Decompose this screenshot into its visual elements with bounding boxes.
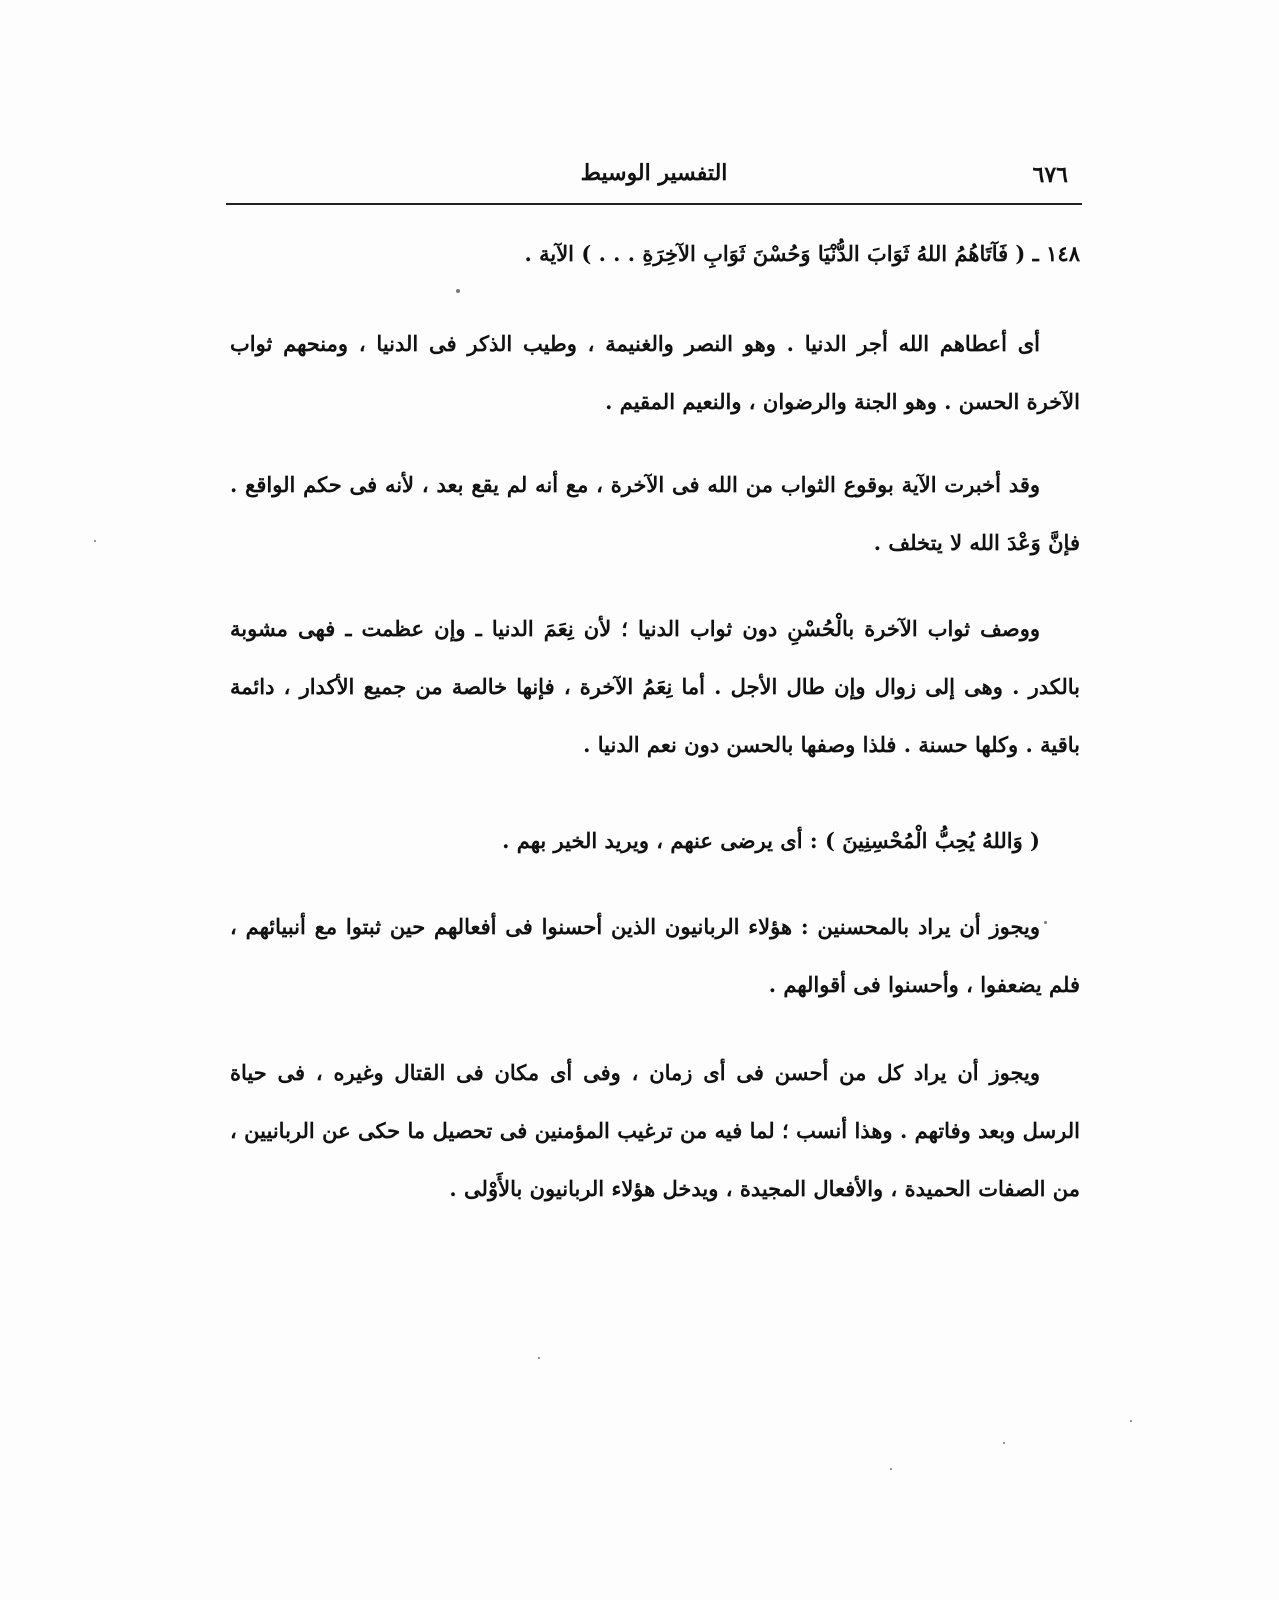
scan-speck bbox=[94, 540, 96, 542]
paragraph: وقد أخبرت الآية بوقوع الثواب من الله فى الآخرة ، مع أنه لم يقع بعد ، لأنه فى حكم الواقع . فإنَّ وَعْدَ الله لا يتخلف . bbox=[230, 472, 1080, 555]
page-number: ٦٧٦ bbox=[1032, 162, 1068, 188]
scan-speck bbox=[538, 1357, 540, 1359]
paragraph: ويجوز أن يراد كل من أحسن فى أى زمان ، وفى أى مكان فى القتال وغيره ، فى حياة الرسل وبعد وفاتهم . وهذا أنسب ؛ لما فيه من ترغيب المؤمنين فى تحصيل ما حكى عن الربانيين ، من الصفات الحميدة ، والأفعال المجيدة ، ويدخل هؤلاء الربانيون بالأَوْلى . bbox=[230, 1060, 1080, 1201]
header-rule bbox=[226, 203, 1082, 205]
scan-speck bbox=[1130, 1420, 1132, 1422]
paragraph-block bbox=[230, 315, 1080, 431]
paragraph: ويجوز أن يراد بالمحسنين : هؤلاء الربانيون الذين أحسنوا فى أفعالهم حين ثبتوا مع أنبيائهم ، فلم يضعفوا ، وأحسنوا فى أقوالهم . bbox=[230, 914, 1080, 997]
verse-heading bbox=[230, 225, 1080, 283]
paragraph-block bbox=[230, 898, 1080, 1014]
paragraph-block bbox=[230, 456, 1080, 572]
scan-speck bbox=[890, 1468, 892, 1470]
scan-speck bbox=[1044, 921, 1047, 924]
scan-speck bbox=[1003, 1442, 1005, 1444]
paragraph: ١٤٨ ـ ( فَآتَاهُمُ اللهُ ثَوَابَ الدُّنْيَا وَحُسْنَ ثَوَابِ الآخِرَةِ . . . ) الآية . bbox=[524, 241, 1080, 266]
paragraph: أى أعطاهم الله أجر الدنيا . وهو النصر والغنيمة ، وطيب الذكر فى الدنيا ، ومنحهم ثواب الآخرة الحسن . وهو الجنة والرضوان ، والنعيم المقيم . bbox=[230, 331, 1080, 414]
paragraph-block bbox=[230, 1044, 1080, 1218]
paragraph: ( وَاللهُ يُحِبُّ الْمُحْسِنِينَ ) : أى يرضى عنهم ، ويريد الخير بهم . bbox=[502, 828, 1040, 853]
scan-speck bbox=[456, 289, 460, 293]
paragraph: ووصف ثواب الآخرة بالْحُسْنِ دون ثواب الدنيا ؛ لأن نِعَمَ الدنيا ـ وإن عظمت ـ فهى مشوبة بالكدر . وهى إلى زوال وإن طال الأجل . أما نِعَمُ الآخرة ، فإنها خالصة من جميع الأكدار ، دائمة باقية . وكلها حسنة . فلذا وصفها بالحسن دون نعم الدنيا . bbox=[230, 616, 1080, 757]
paragraph-block bbox=[230, 812, 1080, 870]
paragraph-block bbox=[230, 600, 1080, 774]
page-header bbox=[226, 158, 1082, 198]
running-title: التفسير الوسيط bbox=[580, 160, 728, 186]
